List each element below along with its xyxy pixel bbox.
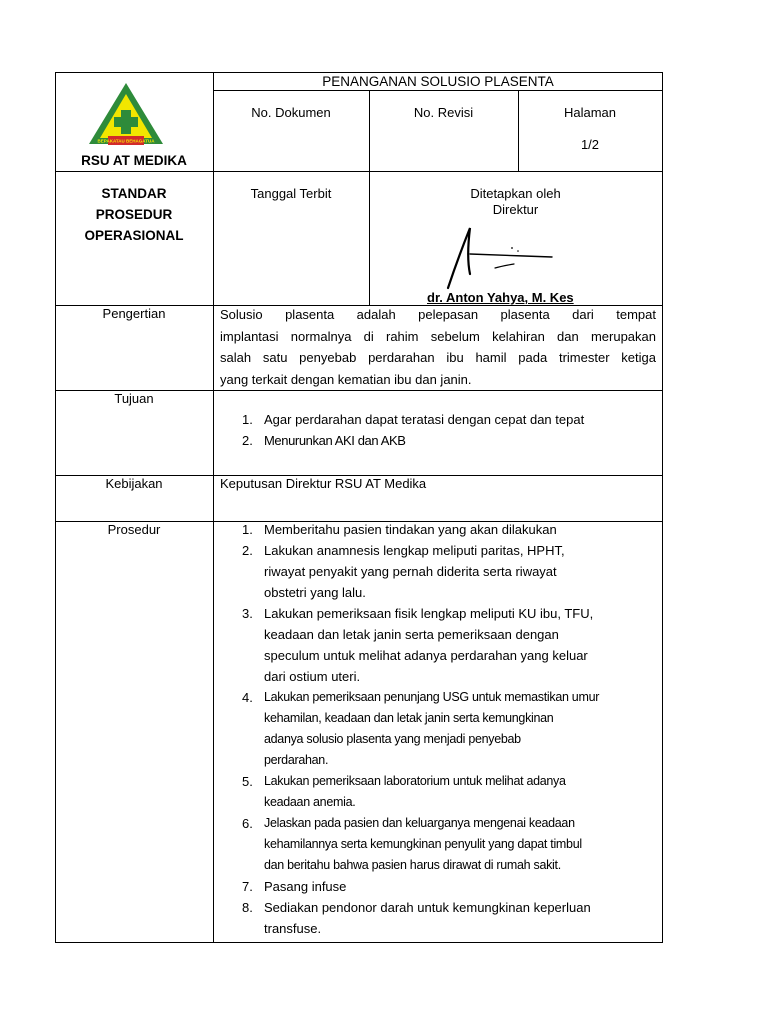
list-item xyxy=(220,876,660,897)
list-text: dari ostium uteri. xyxy=(264,669,361,684)
list-text: keadaan anemia. xyxy=(264,795,356,809)
list-number: 2. xyxy=(242,543,253,558)
list-text: Lakukan anamnesis lengkap meliputi paritas, HPHT, xyxy=(264,543,565,558)
list-item xyxy=(220,430,660,451)
document-title: PENANGANAN SOLUSIO PLASENTA xyxy=(322,74,554,89)
pengertian-line: salah satu penyebab perdarahan ibu hamil pada trimester ketiga xyxy=(220,350,656,365)
list-item xyxy=(220,897,660,939)
list-number: 1. xyxy=(242,522,253,537)
list-item xyxy=(220,771,660,813)
list-text: Memberitahu pasien tindakan yang akan dilakukan xyxy=(264,522,557,537)
pengertian-line: implantasi normalnya di rahim sebelum kelahiran dan merupakan xyxy=(220,328,656,344)
prosedur-list xyxy=(220,519,660,939)
list-text: obstetri yang lalu. xyxy=(264,585,366,600)
sop-line-3: OPERASIONAL xyxy=(84,228,184,243)
pengertian-line: yang terkait dengan kematian ibu dan janin. xyxy=(220,371,472,387)
list-number: 6. xyxy=(242,816,253,831)
list-item xyxy=(220,687,660,771)
pengertian-text xyxy=(220,304,656,390)
list-item xyxy=(220,409,660,430)
director-signature-icon xyxy=(440,220,560,292)
list-number: 1. xyxy=(242,412,253,427)
border-bottom xyxy=(55,942,663,943)
list-item xyxy=(220,540,660,603)
list-text: kehamilannya serta kemungkinan penyulit yang dapat timbul xyxy=(264,837,582,851)
tujuan-list xyxy=(220,409,660,451)
tujuan-label: Tujuan xyxy=(114,391,154,406)
kebijakan-label: Kebijakan xyxy=(105,476,163,491)
logo-text: BEPAKATAU BEHAGATUA xyxy=(97,138,155,144)
list-text: Lakukan pemeriksaan laboratorium untuk melihat adanya xyxy=(264,774,566,788)
list-number: 3. xyxy=(242,606,253,621)
list-text: keadaan dan letak janin serta pemeriksaan dengan xyxy=(264,627,559,642)
list-text: Agar perdarahan dapat teratasi dengan cepat dan tepat xyxy=(264,412,585,427)
list-text: Lakukan pemeriksaan penunjang USG untuk memastikan umur xyxy=(264,690,600,704)
pengertian-label: Pengertian xyxy=(102,306,166,321)
list-text: perdarahan. xyxy=(264,753,329,767)
list-text: adanya solusio plasenta yang menjadi penyebab xyxy=(264,732,521,746)
list-number: 8. xyxy=(242,900,253,915)
border-right xyxy=(662,72,663,943)
list-text: Lakukan pemeriksaan fisik lengkap meliputi KU ibu, TFU, xyxy=(264,606,594,621)
list-number: 5. xyxy=(242,774,253,789)
signatory-name: dr. Anton Yahya, M. Kes xyxy=(427,290,574,305)
hospital-logo-icon xyxy=(88,82,164,148)
list-number: 7. xyxy=(242,879,253,894)
list-item xyxy=(220,603,660,687)
list-text: riwayat penyakit yang pernah diderita serta riwayat xyxy=(264,564,557,579)
halaman-value: 1/2 xyxy=(580,137,600,152)
row-divider-1 xyxy=(55,171,663,172)
list-item xyxy=(220,519,660,540)
kebijakan-text: Keputusan Direktur RSU AT Medika xyxy=(220,476,427,491)
list-number: 4. xyxy=(242,690,253,705)
list-text: speculum untuk melihat adanya perdarahan yang keluar xyxy=(264,648,588,663)
list-text: transfuse. xyxy=(264,921,322,936)
list-text: Sediakan pendonor darah untuk kemungkinan keperluan xyxy=(264,900,591,915)
hospital-name: RSU AT MEDIKA xyxy=(81,153,187,168)
halaman-label: Halaman xyxy=(563,105,617,120)
list-text: Menurunkan AKI dan AKB xyxy=(264,433,406,448)
list-text: kehamilan, keadaan dan letak janin serta kemungkinan xyxy=(264,711,554,725)
list-text: dan beritahu bahwa pasien harus dirawat di rumah sakit. xyxy=(264,858,561,872)
list-text: Pasang infuse xyxy=(264,879,347,894)
list-number: 2. xyxy=(242,433,253,448)
sop-line-1: STANDAR xyxy=(101,186,167,201)
pengertian-line: Solusio plasenta adalah pelepasan plasenta dari tempat xyxy=(220,307,656,322)
list-item xyxy=(220,813,660,876)
list-text: Jelaskan pada pasien dan keluarganya mengenai keadaan xyxy=(264,816,575,830)
no-dokumen-label: No. Dokumen xyxy=(251,105,331,120)
no-revisi-label: No. Revisi xyxy=(413,105,474,120)
ditetapkan-line-2: Direktur xyxy=(492,202,539,217)
sop-line-2: PROSEDUR xyxy=(95,207,173,222)
prosedur-label: Prosedur xyxy=(107,522,161,537)
tanggal-terbit-label: Tanggal Terbit xyxy=(250,186,332,201)
ditetapkan-line-1: Ditetapkan oleh xyxy=(470,186,561,201)
